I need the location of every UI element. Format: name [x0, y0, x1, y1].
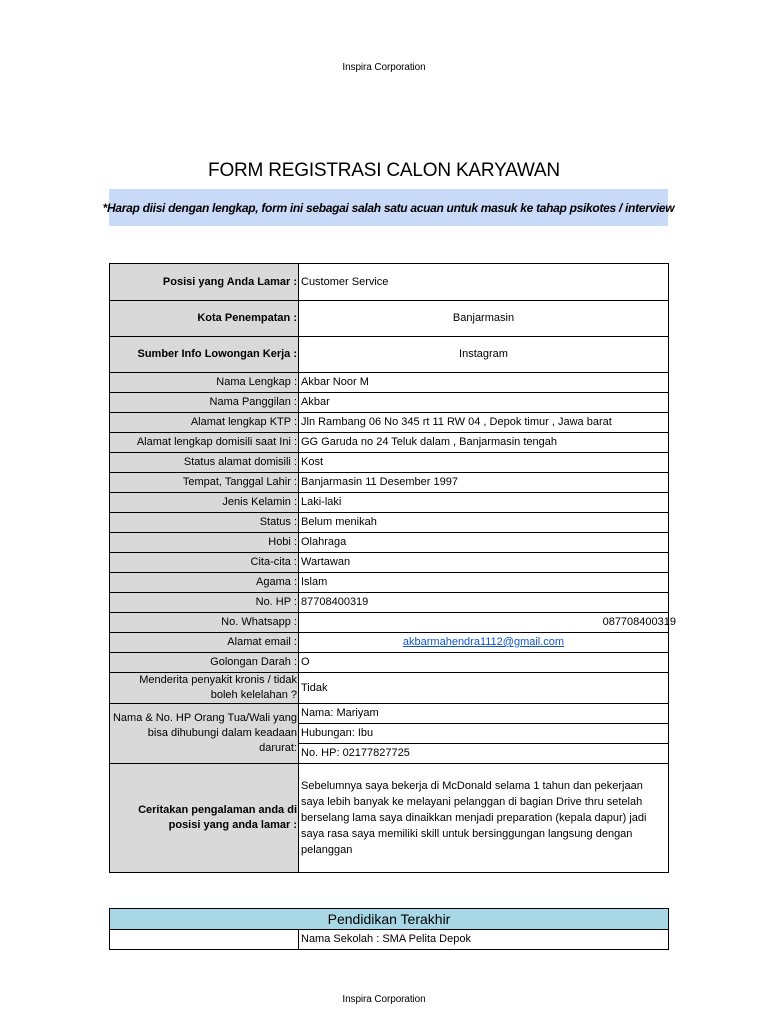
row-kota — [110, 301, 669, 337]
value-posisi[interactable]: Customer Service — [299, 264, 669, 301]
value-status-domisili[interactable]: Kost — [299, 453, 669, 473]
value-whatsapp[interactable] — [299, 613, 676, 633]
label-panggilan: Nama Panggilan : — [110, 393, 299, 413]
row-status — [110, 513, 669, 533]
footer-company-name: Inspira Corporation — [342, 994, 426, 1005]
label-alamat-domisili: Alamat lengkap domisili saat Ini : — [110, 433, 299, 453]
row-kronis — [110, 673, 669, 704]
value-hp[interactable]: 87708400319 — [299, 593, 669, 613]
value-pengalaman[interactable]: Sebelumnya saya bekerja di McDonald selama 1 tahun dan pekerjaan saya lebih banyak ke melayani pelanggan di bagian Drive thru setelah berselang lama saya dinaikkan menjadi preparation (kepala dapur) jadi saya rasa saya memiliki skill untuk bersinggungan langsung dengan pelanggan — [299, 764, 669, 873]
row-pengalaman — [110, 764, 669, 873]
registration-table — [109, 263, 676, 873]
row-status-domisili — [110, 453, 669, 473]
value-alamat-domisili[interactable]: GG Garuda no 24 Teluk dalam , Banjarmasin tengah — [299, 433, 669, 453]
education-label-empty — [110, 930, 299, 950]
label-darah: Golongan Darah : — [110, 653, 299, 673]
value-hobi[interactable]: Olahraga — [299, 533, 669, 553]
label-pengalaman: Ceritakan pengalaman anda di posisi yang anda lamar : — [110, 764, 299, 873]
label-alamat-ktp: Alamat lengkap KTP : — [110, 413, 299, 433]
label-kelamin: Jenis Kelamin : — [110, 493, 299, 513]
value-darah[interactable]: O — [299, 653, 669, 673]
label-whatsapp: No. Whatsapp : — [110, 613, 299, 633]
row-alamat-domisili — [110, 433, 669, 453]
row-edu-header — [110, 909, 669, 930]
value-wali-nama[interactable]: Nama: Mariyam — [299, 704, 669, 724]
label-wali: Nama & No. HP Orang Tua/Wali yang bisa dihubungi dalam keadaan darurat: — [110, 704, 299, 764]
row-email — [110, 633, 669, 653]
label-ttl: Tempat, Tanggal Lahir : — [110, 473, 299, 493]
value-ttl[interactable]: Banjarmasin 11 Desember 1997 — [299, 473, 669, 493]
label-status-domisili: Status alamat domisili : — [110, 453, 299, 473]
row-sumber — [110, 337, 669, 373]
row-agama — [110, 573, 669, 593]
label-hobi: Hobi : — [110, 533, 299, 553]
label-kronis: Menderita penyakit kronis / tidak boleh kelelahan ? — [110, 673, 299, 704]
label-hp: No. HP : — [110, 593, 299, 613]
value-kronis[interactable]: Tidak — [299, 673, 669, 704]
education-table — [109, 908, 669, 950]
row-whatsapp — [110, 613, 669, 633]
value-email-cell — [299, 633, 669, 653]
label-posisi: Posisi yang Anda Lamar : — [110, 264, 299, 301]
label-kota: Kota Penempatan : — [110, 301, 299, 337]
row-hobi — [110, 533, 669, 553]
value-sumber[interactable]: Instagram — [299, 337, 669, 373]
value-cita[interactable]: Wartawan — [299, 553, 669, 573]
label-status: Status : — [110, 513, 299, 533]
row-edu-sekolah — [110, 930, 669, 950]
value-wali-hubungan[interactable]: Hubungan: Ibu — [299, 724, 669, 744]
label-cita: Cita-cita : — [110, 553, 299, 573]
row-wali-nama — [110, 704, 669, 724]
value-status[interactable]: Belum menikah — [299, 513, 669, 533]
email-link[interactable]: akbarmahendra1112@gmail.com — [402, 636, 565, 648]
row-alamat-ktp — [110, 413, 669, 433]
value-panggilan[interactable]: Akbar — [299, 393, 669, 413]
whatsapp-number: 087708400319 — [602, 616, 676, 628]
value-nama-sekolah[interactable]: Nama Sekolah : SMA Pelita Depok — [299, 930, 669, 950]
row-panggilan — [110, 393, 669, 413]
row-nama — [110, 373, 669, 393]
row-posisi — [110, 264, 669, 301]
value-kelamin[interactable]: Laki-laki — [299, 493, 669, 513]
instruction-banner — [102, 189, 675, 226]
row-cita — [110, 553, 669, 573]
header-company-name: Inspira Corporation — [342, 62, 426, 73]
label-sumber: Sumber Info Lowongan Kerja : — [110, 337, 299, 373]
instruction-text: *Harap diisi dengan lengkap, form ini sebagai salah satu acuan untuk masuk ke tahap psikotes / interview — [102, 200, 675, 215]
value-kota[interactable]: Banjarmasin — [299, 301, 669, 337]
label-nama: Nama Lengkap : — [110, 373, 299, 393]
education-section-title: Pendidikan Terakhir — [110, 909, 669, 930]
form-title: FORM REGISTRASI CALON KARYAWAN — [208, 160, 560, 181]
value-agama[interactable]: Islam — [299, 573, 669, 593]
row-hp — [110, 593, 669, 613]
value-wali-hp[interactable]: No. HP: 02177827725 — [299, 744, 669, 764]
value-nama[interactable]: Akbar Noor M — [299, 373, 669, 393]
value-alamat-ktp[interactable]: Jln Rambang 06 No 345 rt 11 RW 04 , Depok timur , Jawa barat — [299, 413, 669, 433]
row-ttl — [110, 473, 669, 493]
row-darah — [110, 653, 669, 673]
label-agama: Agama : — [110, 573, 299, 593]
label-email: Alamat email : — [110, 633, 299, 653]
row-kelamin — [110, 493, 669, 513]
